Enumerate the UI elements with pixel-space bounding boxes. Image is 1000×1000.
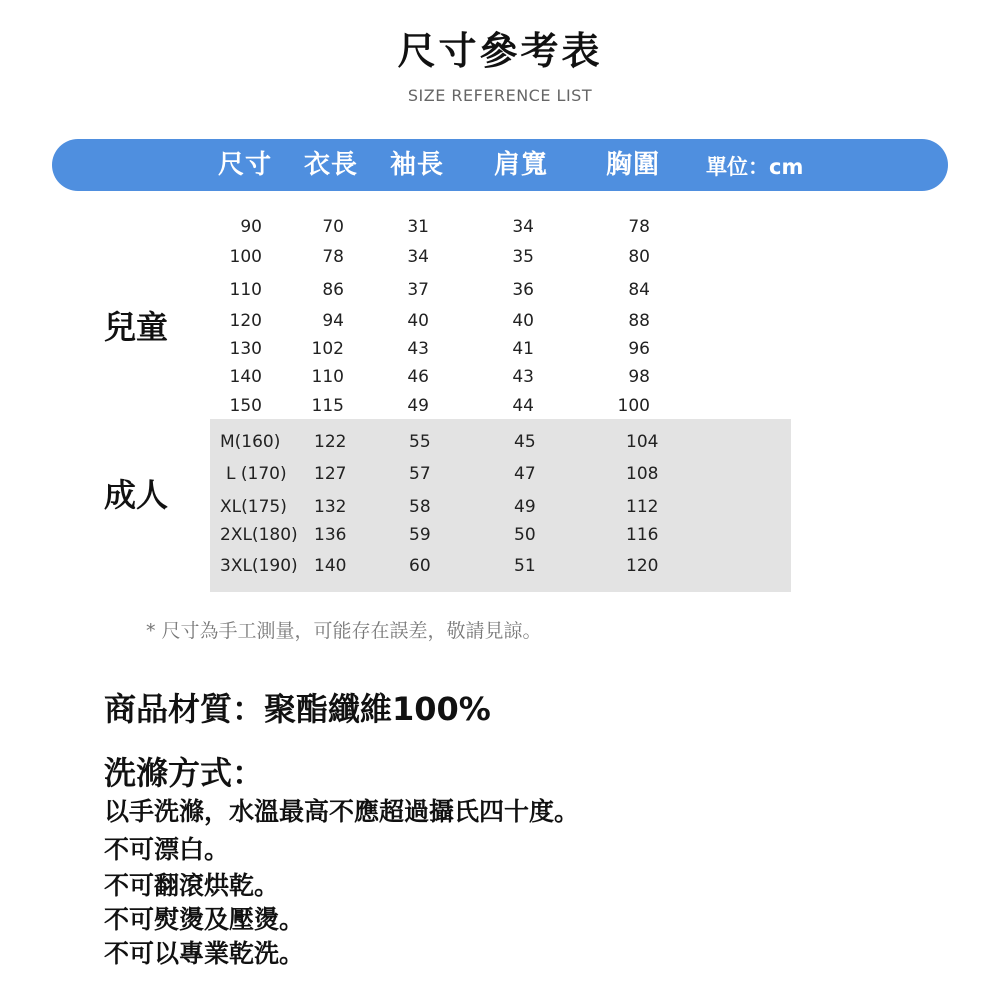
table-cell: 78 (628, 217, 650, 237)
table-cell: 90 (240, 217, 262, 237)
table-cell: 45 (514, 432, 536, 452)
table-cell: 108 (626, 464, 659, 484)
table-cell: 122 (314, 432, 347, 452)
table-cell: 150 (229, 396, 262, 416)
table-cell: 35 (512, 247, 534, 267)
table-cell: 127 (314, 464, 347, 484)
table-cell: 34 (512, 217, 534, 237)
care-line: 不可漂白。 (104, 835, 230, 864)
table-cell: 86 (322, 280, 344, 300)
table-cell: 115 (311, 396, 344, 416)
header-size: 尺寸 (218, 150, 273, 180)
table-header-bar (52, 139, 948, 191)
table-cell: 49 (407, 396, 429, 416)
table-cell: 120 (626, 556, 659, 576)
table-cell: 3XL(190) (220, 556, 298, 576)
table-cell: XL(175) (220, 497, 287, 517)
care-title: 洗滌方式： (104, 754, 265, 792)
table-cell: 84 (628, 280, 650, 300)
table-cell: 70 (322, 217, 344, 237)
table-cell: 40 (407, 311, 429, 331)
measurement-note: * 尺寸為手工測量，可能存在誤差，敬請見諒。 (146, 620, 542, 642)
unit-label: 單位：cm (706, 155, 804, 179)
table-cell: L (170) (226, 464, 287, 484)
table-cell: 37 (407, 280, 429, 300)
table-cell: 36 (512, 280, 534, 300)
table-cell: 104 (626, 432, 659, 452)
material-info: 商品材質：聚酯纖維100% (104, 690, 491, 728)
table-cell: 102 (311, 339, 344, 359)
table-cell: 120 (229, 311, 262, 331)
header-shoulder: 肩寬 (494, 150, 549, 180)
table-cell: 51 (514, 556, 536, 576)
table-cell: 78 (322, 247, 344, 267)
table-cell: 40 (512, 311, 534, 331)
table-cell: M(160) (220, 432, 281, 452)
page-subtitle: SIZE REFERENCE LIST (407, 86, 593, 105)
care-line: 以手洗滌，水溫最高不應超過攝氏四十度。 (104, 797, 580, 826)
table-cell: 100 (229, 247, 262, 267)
table-cell: 57 (409, 464, 431, 484)
group-label-kids: 兒童 (104, 308, 169, 346)
header-length: 衣長 (304, 150, 359, 180)
care-line: 不可翻滾烘乾。 (104, 871, 280, 900)
header-sleeve: 袖長 (390, 150, 445, 180)
table-cell: 31 (407, 217, 429, 237)
table-cell: 132 (314, 497, 347, 517)
table-cell: 50 (514, 525, 536, 545)
table-cell: 49 (514, 497, 536, 517)
table-cell: 96 (628, 339, 650, 359)
care-line: 不可以專業乾洗。 (104, 939, 305, 968)
care-line: 不可熨燙及壓燙。 (104, 905, 305, 934)
table-cell: 140 (314, 556, 347, 576)
table-cell: 34 (407, 247, 429, 267)
table-cell: 59 (409, 525, 431, 545)
group-label-adults: 成人 (104, 476, 169, 514)
table-cell: 41 (512, 339, 534, 359)
table-cell: 130 (229, 339, 262, 359)
table-cell: 116 (626, 525, 659, 545)
table-cell: 112 (626, 497, 659, 517)
table-cell: 88 (628, 311, 650, 331)
table-cell: 80 (628, 247, 650, 267)
table-cell: 94 (322, 311, 344, 331)
table-cell: 140 (229, 367, 262, 387)
table-cell: 44 (512, 396, 534, 416)
table-cell: 47 (514, 464, 536, 484)
header-chest: 胸圍 (606, 150, 661, 180)
table-cell: 136 (314, 525, 347, 545)
page-title: 尺寸參考表 (397, 29, 603, 73)
table-cell: 55 (409, 432, 431, 452)
table-cell: 43 (407, 339, 429, 359)
table-cell: 46 (407, 367, 429, 387)
table-cell: 98 (628, 367, 650, 387)
table-cell: 58 (409, 497, 431, 517)
table-cell: 2XL(180) (220, 525, 298, 545)
table-cell: 60 (409, 556, 431, 576)
table-cell: 110 (311, 367, 344, 387)
table-cell: 100 (617, 396, 650, 416)
table-cell: 43 (512, 367, 534, 387)
table-cell: 110 (229, 280, 262, 300)
